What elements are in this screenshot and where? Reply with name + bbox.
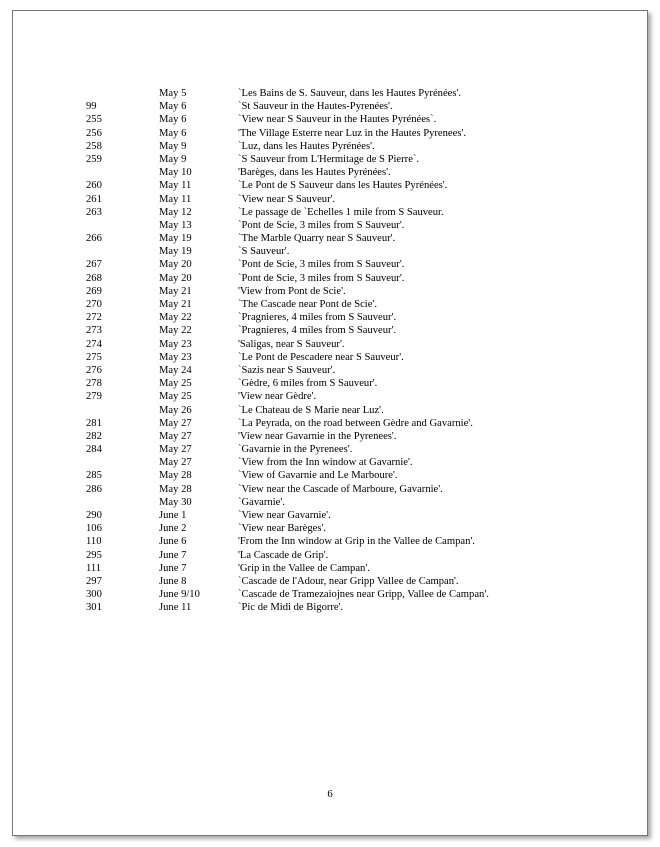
entry-title: `Le Pont de Pescadere near S Sauveur'. — [238, 351, 404, 363]
entry-number: 263 — [86, 206, 102, 218]
list-item — [13, 206, 647, 219]
entry-title: `The Cascade near Pont de Scie'. — [238, 299, 377, 310]
document-page — [12, 10, 648, 836]
entry-date: June 9/10 — [159, 589, 200, 601]
entry-date: May 9 — [159, 153, 187, 165]
entry-number: 260 — [86, 180, 102, 192]
entry-number: 281 — [86, 417, 102, 429]
entry-number: 256 — [86, 127, 102, 139]
entry-title: `Sazis near S Sauveur'. — [238, 364, 336, 376]
entry-date: May 5 — [159, 88, 187, 99]
entry-number: 286 — [86, 483, 102, 495]
entry-title: `Pont de Scie, 3 miles from S Sauveur'. — [238, 259, 405, 271]
entry-date: May 6 — [159, 114, 187, 126]
entry-title: `Pont de Scie, 3 miles from S Sauveur'. — [238, 272, 405, 284]
entry-number: 301 — [86, 602, 102, 614]
entry-title: `View near S Sauveur in the Hautes Pyrénées`. — [238, 114, 437, 126]
list-item — [13, 298, 647, 311]
entry-date: June 6 — [159, 536, 187, 548]
entry-date: May 6 — [159, 101, 187, 113]
entry-title: `Pragnieres, 4 miles from S Sauveur'. — [238, 312, 397, 324]
entry-title: `Le Pont de S Sauveur dans les Hautes Pyrénées'. — [238, 180, 448, 192]
entry-date: May 23 — [159, 338, 192, 350]
list-item — [13, 285, 647, 298]
entry-number: 290 — [86, 510, 102, 521]
list-item — [13, 390, 647, 403]
entry-title: 'The Village Esterre near Luz in the Hautes Pyrenees'. — [238, 127, 467, 139]
entry-date: May 25 — [159, 391, 192, 403]
entry-number: 258 — [86, 140, 102, 152]
entry-title: `Le passage de `Echelles 1 mile from S Sauveur. — [238, 206, 444, 218]
entry-title: `Luz, dans les Hautes Pyrénées'. — [238, 140, 375, 152]
entry-title: `S Sauveur'. — [238, 246, 290, 258]
list-item — [13, 509, 647, 522]
list-item — [13, 417, 647, 430]
entry-title: `La Peyrada, on the road between Gèdre and Gavarnie'. — [238, 417, 473, 429]
entry-title: `The Marble Quarry near S Sauveur'. — [238, 233, 396, 245]
entry-date: May 19 — [159, 233, 192, 245]
entry-title: `Cascade de l'Adour, near Gripp Vallee de Campan'. — [238, 575, 459, 587]
entry-number: 111 — [86, 562, 102, 574]
list-item — [13, 535, 647, 548]
entry-date: May 11 — [159, 180, 192, 192]
entry-number: 255 — [86, 114, 102, 126]
entry-title: 'Saligas, near S Sauveur'. — [238, 338, 345, 350]
entry-number: 295 — [86, 549, 102, 561]
entry-title: `View of Gavarnie and Le Marboure'. — [238, 470, 398, 482]
entry-title: 'View near Gèdre'. — [238, 391, 317, 403]
entry-title: `S Sauveur from L'Hermitage de S Pierre`. — [238, 153, 420, 165]
entry-date: May 27 — [159, 430, 192, 442]
entry-title: `View from the Inn window at Gavarnie'. — [238, 457, 413, 469]
entry-number: 279 — [86, 391, 102, 403]
entry-number: 278 — [86, 378, 102, 390]
list-item — [13, 562, 647, 575]
entry-date: May 9 — [159, 140, 187, 152]
entry-number: 110 — [86, 536, 102, 548]
entry-date: May 28 — [159, 483, 192, 495]
entry-date: May 27 — [159, 417, 192, 429]
list-item — [13, 522, 647, 535]
entry-date: May 22 — [159, 312, 192, 324]
list-item — [13, 232, 647, 245]
entry-date: June 1 — [159, 510, 187, 521]
entry-number: 300 — [86, 589, 102, 601]
entry-date: May 28 — [159, 470, 192, 482]
entry-number: 266 — [86, 233, 102, 245]
entry-number: 297 — [86, 575, 102, 587]
entry-number: 259 — [86, 153, 102, 165]
list-item — [13, 456, 647, 469]
list-item — [13, 311, 647, 324]
entry-date: May 20 — [159, 259, 192, 271]
list-item — [13, 272, 647, 285]
list-item — [13, 469, 647, 482]
entry-title: `View near Barèges'. — [238, 523, 327, 535]
list-item — [13, 193, 647, 206]
list-item — [13, 549, 647, 562]
entry-list — [13, 87, 647, 615]
entry-title: 'Grip in the Vallee de Campan'. — [238, 562, 370, 574]
list-item — [13, 113, 647, 126]
entry-title: `View near the Cascade of Marboure, Gavarnie'. — [238, 483, 443, 495]
entry-date: May 11 — [159, 193, 192, 205]
entry-title: 'View from Pont de Scie'. — [238, 285, 346, 297]
entry-number: 285 — [86, 470, 102, 482]
list-item — [13, 179, 647, 192]
entry-date: May 27 — [159, 457, 192, 469]
entry-date: May 13 — [159, 219, 192, 231]
entry-title: `View near S Sauveur'. — [238, 193, 336, 205]
list-item — [13, 219, 647, 232]
list-item — [13, 324, 647, 337]
list-item — [13, 245, 647, 258]
list-item — [13, 153, 647, 166]
entry-date: May 21 — [159, 299, 192, 310]
entry-number: 284 — [86, 444, 102, 456]
entry-number: 261 — [86, 193, 102, 205]
entry-title: `Gèdre, 6 miles from S Sauveur'. — [238, 378, 378, 390]
list-item — [13, 496, 647, 509]
entry-number: 267 — [86, 259, 102, 271]
entry-title: `St Sauveur in the Hautes-Pyrenées'. — [238, 101, 393, 113]
list-item — [13, 443, 647, 456]
entry-number: 282 — [86, 430, 102, 442]
entry-date: May 6 — [159, 127, 187, 139]
list-item — [13, 430, 647, 443]
entry-number: 273 — [86, 325, 102, 337]
entry-number: 272 — [86, 312, 102, 324]
entry-number: 269 — [86, 285, 102, 297]
entry-number: 99 — [86, 101, 97, 113]
entry-title: `Pic de Midi de Bigorre'. — [238, 602, 344, 614]
list-item — [13, 483, 647, 496]
entry-number: 275 — [86, 351, 102, 363]
page-number: 6 — [327, 789, 333, 800]
entry-title: `Les Bains de S. Sauveur, dans les Hautes Pyrénées'. — [238, 88, 462, 99]
list-item — [13, 364, 647, 377]
list-item — [13, 127, 647, 140]
entry-date: June 7 — [159, 562, 187, 574]
list-item — [13, 338, 647, 351]
entry-date: May 26 — [159, 404, 192, 416]
entry-date: May 19 — [159, 246, 192, 258]
entry-number: 268 — [86, 272, 102, 284]
list-item — [13, 575, 647, 588]
entry-number: 106 — [86, 523, 102, 535]
entry-date: June 7 — [159, 549, 187, 561]
entry-title: `Pont de Scie, 3 miles from S Sauveur'. — [238, 219, 405, 231]
entry-title: `Cascade de Tramezaiojnes near Gripp, Vallee de Campan'. — [238, 589, 489, 601]
entry-date: June 11 — [159, 602, 192, 614]
entry-date: May 12 — [159, 206, 192, 218]
entry-date: May 20 — [159, 272, 192, 284]
entry-date: May 24 — [159, 364, 192, 376]
entry-date: May 21 — [159, 285, 192, 297]
entry-date: May 23 — [159, 351, 192, 363]
list-item — [13, 166, 647, 179]
entry-number: 270 — [86, 299, 102, 310]
entry-title: `Gavarnie in the Pyrenees'. — [238, 444, 353, 456]
entry-title: `Gavarnie'. — [238, 496, 285, 508]
entry-number: 274 — [86, 338, 102, 350]
list-item — [13, 140, 647, 153]
list-item — [13, 404, 647, 417]
entry-title: 'La Cascade de Grip'. — [238, 549, 329, 561]
entry-title: `View near Gavarnie'. — [238, 510, 331, 521]
entry-date: May 30 — [159, 496, 192, 508]
entry-date: May 10 — [159, 167, 192, 179]
list-item — [13, 588, 647, 601]
list-item — [13, 601, 647, 614]
entry-title: `Pragnieres, 4 miles from S Sauveur'. — [238, 325, 397, 337]
list-item — [13, 377, 647, 390]
entry-date: June 2 — [159, 523, 187, 535]
entry-title: `Le Chateau de S Marie near Luz'. — [238, 404, 384, 416]
entry-date: June 8 — [159, 575, 187, 587]
entry-number: 276 — [86, 364, 102, 376]
list-item — [13, 258, 647, 271]
entry-date: May 22 — [159, 325, 192, 337]
list-item — [13, 100, 647, 113]
entry-date: May 25 — [159, 378, 192, 390]
list-item — [13, 87, 647, 100]
entry-title: 'From the Inn window at Grip in the Vallee de Campan'. — [238, 536, 475, 548]
list-item — [13, 351, 647, 364]
entry-title: 'Barèges, dans les Hautes Pyrénées'. — [238, 167, 391, 179]
entry-title: 'View near Gavarnie in the Pyrenees'. — [238, 430, 397, 442]
entry-date: May 27 — [159, 444, 192, 456]
